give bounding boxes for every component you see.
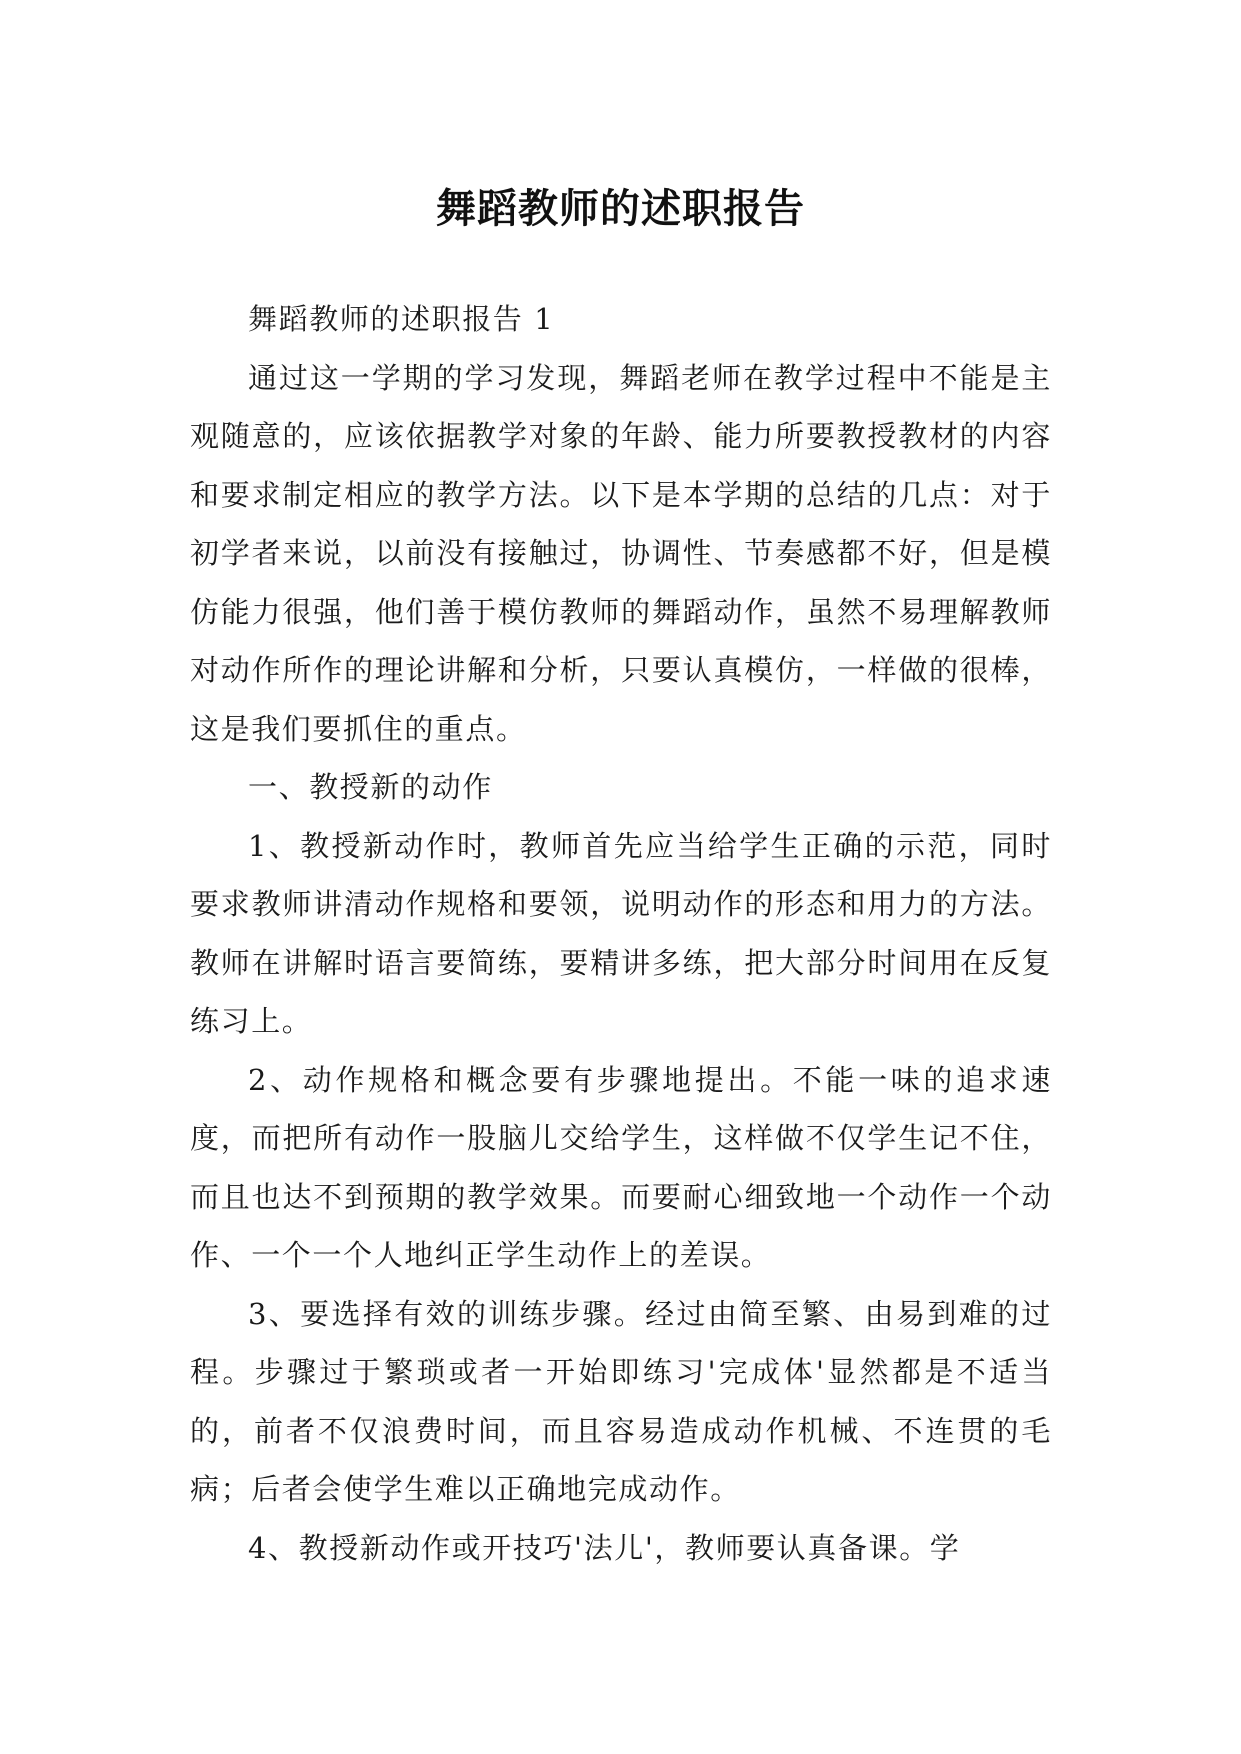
document-body bbox=[190, 290, 1052, 1577]
paragraph-item-2: 2、动作规格和概念要有步骤地提出。不能一味的追求速度，而把所有动作一股脑儿交给学生，这样做不仅学生记不住，而且也达不到预期的教学效果。而要耐心细致地一个动作一个动作、一个一个人地纠正学生动作上的差误。 bbox=[190, 1062, 1052, 1272]
paragraph-item-1: 1、教授新动作时，教师首先应当给学生正确的示范，同时要求教师讲清动作规格和要领，说明动作的形态和用力的方法。教师在讲解时语言要简练，要精讲多练，把大部分时间用在反复练习上。 bbox=[190, 828, 1052, 1038]
document-title: 舞蹈教师的述职报告 bbox=[436, 185, 805, 232]
paragraph-item-3: 3、要选择有效的训练步骤。经过由简至繁、由易到难的过程。步骤过于繁琐或者一开始即练习'完成体'显然都是不适当的，前者不仅浪费时间，而且容易造成动作机械、不连贯的毛病；后者会使学生难以正确地完成动作。 bbox=[190, 1296, 1052, 1506]
section-heading: 一、教授新的动作 bbox=[248, 770, 493, 804]
paragraph-intro: 通过这一学期的学习发现，舞蹈老师在教学过程中不能是主观随意的，应该依据教学对象的年龄、能力所要教授教材的内容和要求制定相应的教学方法。以下是本学期的总结的几点：对于初学者来说，以前没有接触过，协调性、节奏感都不好，但是模仿能力很强，他们善于模仿教师的舞蹈动作，虽然不易理解教师对动作所作的理论讲解和分析，只要认真模仿，一样做的很棒，这是我们要抓住的重点。 bbox=[190, 360, 1052, 746]
section-heading: 舞蹈教师的述职报告 1 bbox=[248, 302, 555, 336]
paragraph-item-4: 4、教授新动作或开技巧'法儿'，教师要认真备课。学 bbox=[248, 1530, 961, 1565]
